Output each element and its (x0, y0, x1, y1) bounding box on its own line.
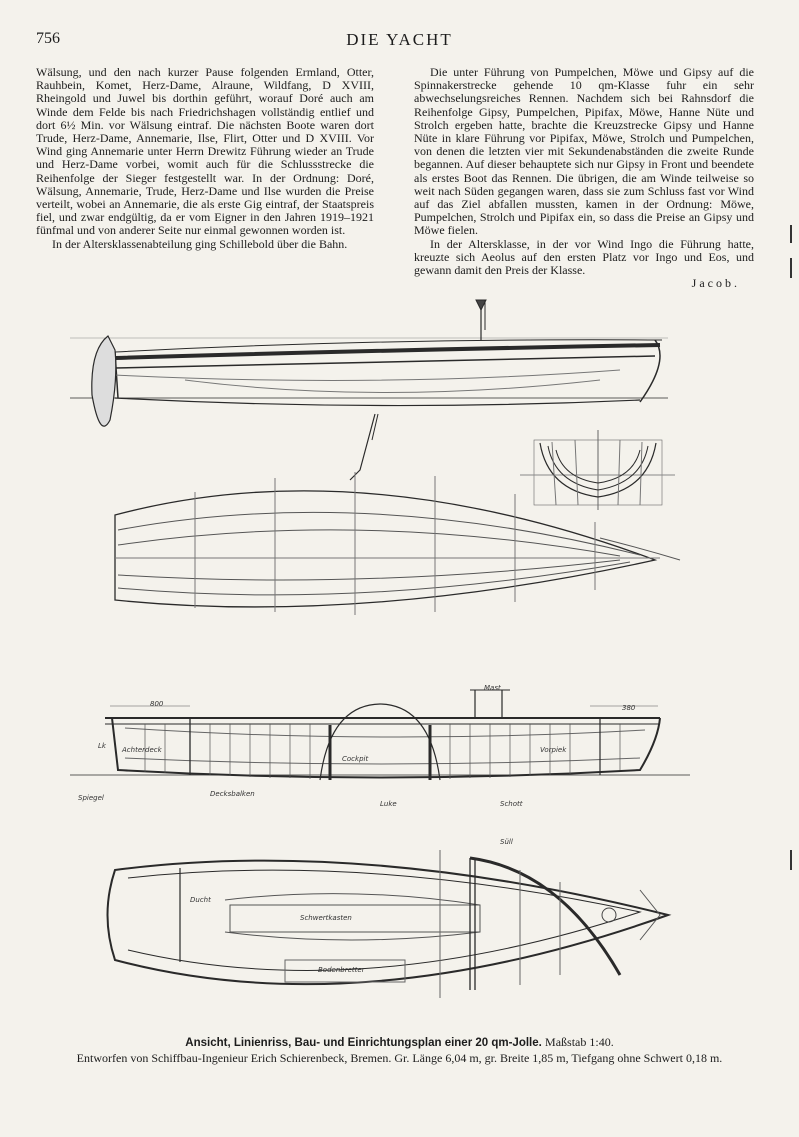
left-paragraph-2: In der Altersklassenabteilung ging Schillebold über die Bahn. (52, 236, 348, 251)
margin-mark (790, 850, 792, 870)
stern-label: Spiegel (78, 794, 104, 802)
figure-caption-title: Ansicht, Linienriss, Bau- und Einrichtungsplan einer 20 qm-Jolle. (185, 1037, 542, 1049)
bulkhead-label: Schott (500, 800, 523, 808)
margin-mark (790, 225, 792, 243)
thwart-label: Ducht (190, 896, 211, 904)
forepeak-label: Vorpiek (540, 746, 567, 754)
hatch-label: Luke (380, 800, 397, 808)
deck-beams-label: Decksbalken (210, 790, 255, 798)
running-title: DIE YACHT (346, 30, 453, 49)
deck-plan-view (108, 850, 669, 998)
afterdeck-label: Achterdeck (122, 746, 162, 754)
page-number: 756 (36, 30, 60, 47)
right-paragraph-1: Die unter Führung von Pumpelchen, Möwe und Gipsy auf die Spinnakerstrecke gehende 10 qm-Klasse fuhr ein sehr abwechselungsreiches Rennen. Nachdem sich bei Rahnsdorf die Reihenfolge Gipsy, Pumpelchen, Pipifax, Möwe, Hanne Nüte und Strolch ergeben hatte, brachte die Kreuzstrecke Gipsy und Hanne Nüte in klare Führung vor Pipifax, Möwe, Strolch und Pumpelchen, von denen die letzten vier mit Sekundenabständen die zweite Runde begannen. Auf dieser behauptete sich nur Gipsy in Front und beendete als erstes Boot das Rennen. Die übrigen, die am Winde teilweise so weit nach Süden gegangen waren, dass sie zum Schluss fast vor Wind auf das Ziel abfallen mussten, kamen in der Ordnung: Möwe, Pumpelchen, Strolch und Pipifax ein, so dass die Preise an Gipsy und Möwe fielen. (414, 65, 754, 238)
coaming-label: Süll (500, 838, 513, 846)
dim-label-left: 800 (150, 700, 164, 708)
dim-label-right: 380 (622, 704, 636, 712)
right-paragraph-2: In der Altersklasse, in der vor Wind Ingo die Führung hatte, kreuzte sich Aeolus auf den ersten Platz vor Ingo und Eos, und gewann damit den Preis der Klasse. (414, 236, 754, 278)
elevation-view (70, 300, 668, 480)
bow-label: Lk (98, 742, 106, 750)
cockpit-label: Cockpit (342, 755, 369, 763)
half-breadth-view (115, 472, 680, 615)
mast-label: Mast (484, 684, 501, 692)
left-paragraph-1: Wälsung, und den nach kurzer Pause folgenden Ermland, Otter, Rauhbein, Komet, Herz-Dame, Alraune, Wildfang, D XVIII, Rheingold und Juwel bis dorthin geführt, worauf Doré auch am Winde dem Felde bis nach Friedrichshagen vollständig entlief und dort 6½ Min. vor Wälsung eintraf. Die nächsten Boote waren dort Trude, Herz-Dame, Annemarie, Ilse, Flirt, Otter und D XVIII. Vor Wind ging Annemarie unter Herrn Drewitz Führung wieder an Trude und Herz-Dame vorbei, womit auch für die Schlussstrecke die Reihenfolge der Sieger festgestellt war. In der Ordnung: Doré, Wälsung, Annemarie, Trude, Herz-Dame und Ilse wurden die Preise verteilt, wobei an Annemarie, die als erste Gig eintraf, der Staatspreis fiel, und zwar endgültig, da er vom Eigner in den Jahren 1919–1921 fünfmal und von anderer Seite nur einmal gewonnen worden ist. (36, 65, 374, 238)
body-plan-view (520, 430, 675, 510)
floor-label: Bodenbretter (318, 966, 365, 974)
figure-subcaption: Entworfen von Schiffbau-Ingenieur Erich Schierenbeck, Bremen. Gr. Länge 6,04 m, gr. Breite 1,85 m, Tiefgang ohne Schwert 0,18 m. (76, 1051, 723, 1065)
centerboard-label: Schwertkasten (300, 914, 352, 922)
figure-caption-scale: Maßstab 1:40. (545, 1035, 614, 1049)
figure-caption (0, 1035, 799, 1050)
author-signature: Jacob. (691, 276, 740, 291)
margin-mark (790, 258, 792, 278)
